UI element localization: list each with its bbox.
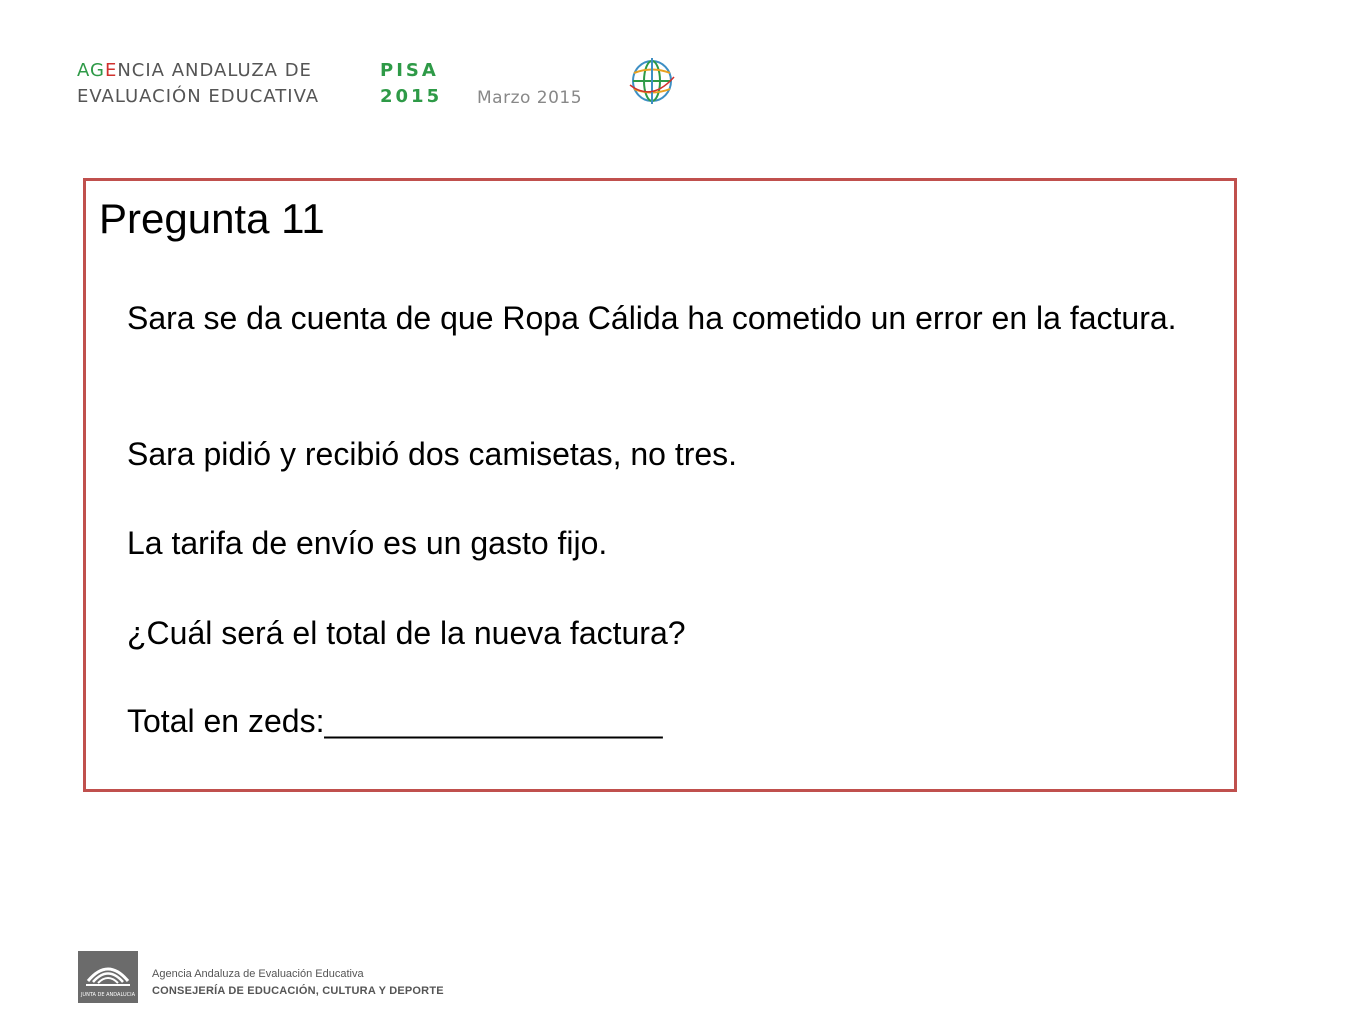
- agency-name-line2: EVALUACIÓN EDUCATIVA: [77, 86, 320, 107]
- agency-letter-g: G: [90, 60, 105, 81]
- question-paragraph-order: Sara pidió y recibió dos camisetas, no tres.: [127, 436, 738, 472]
- question-title: Pregunta 11: [99, 195, 325, 242]
- junta-de-andalucia-logo: [78, 951, 138, 1003]
- agency-name: [77, 58, 319, 110]
- pisa-line2: 2015: [380, 86, 443, 107]
- answer-line[interactable]: Total en zeds:___________________: [127, 703, 663, 739]
- header-date: Marzo 2015: [477, 88, 583, 108]
- question-prompt: ¿Cuál será el total de la nueva factura?: [127, 615, 686, 651]
- junta-logo-text: JUNTA DE ANDALUCIA: [80, 992, 136, 998]
- pisa-line1: PISA: [380, 60, 439, 81]
- footer-ministry-line: CONSEJERÍA DE EDUCACIÓN, CULTURA Y DEPORTE: [152, 985, 444, 997]
- footer-text: [152, 967, 444, 999]
- agency-letter-e: E: [104, 60, 118, 81]
- question-paragraph-error: Sara se da cuenta de que Ropa Cálida ha cometido un error en la factura.: [127, 300, 1177, 336]
- pisa-label: [380, 58, 442, 110]
- question-box: [83, 178, 1237, 792]
- footer-agency-line: Agencia Andaluza de Evaluación Educativa: [152, 968, 364, 980]
- globe-icon: [628, 56, 676, 106]
- agency-rest: NCIA ANDALUZA DE: [117, 60, 312, 81]
- agency-letter-a: A: [77, 60, 90, 81]
- question-paragraph-shipping: La tarifa de envío es un gasto fijo.: [127, 525, 608, 561]
- agency-name-line1: [77, 58, 319, 84]
